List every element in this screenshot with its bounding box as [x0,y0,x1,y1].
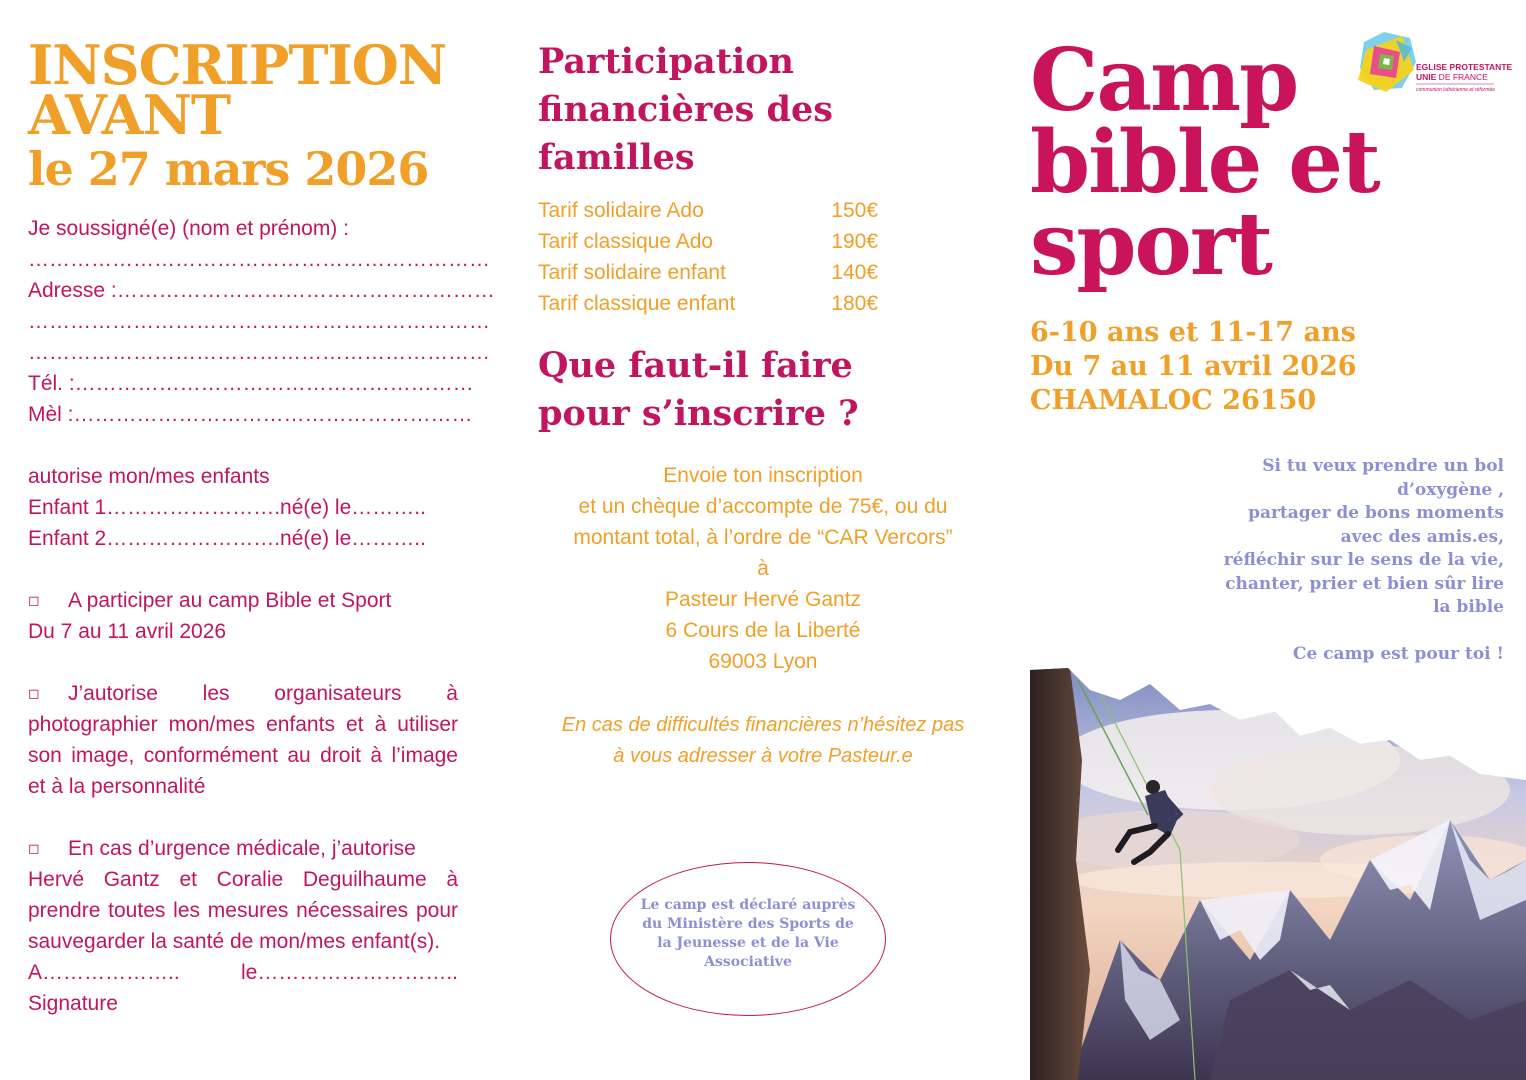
registration-column [28,0,495,1080]
price-value: 140€ [831,261,878,284]
camp-dates: Du 7 au 11 avril 2026 [1030,351,1357,382]
invite-line: Si tu veux prendre un bol [1262,456,1504,476]
price-label: Tarif classique enfant [538,292,736,315]
invite-closing: Ce camp est pour toi ! [1292,644,1504,664]
instruction-line: montant total, à l’ordre de “CAR Vercors” [573,526,953,549]
finance-column [538,0,988,1080]
child2-field[interactable]: Enfant 2…………………….né(e) le……….. [28,527,426,550]
participate-dates: Du 7 au 11 avril 2026 [28,620,227,643]
instruction-line: 6 Cours de la Liberté [665,619,861,642]
camp-title [1030,30,1379,295]
logo-line-3: communion luthérienne et réformée [1416,87,1495,93]
declaration-text: Le camp est déclaré auprès du Ministère des Sports de la Jeunesse et de la Vie Associative [640,897,856,970]
instruction-line: Pasteur Hervé Gantz [664,588,862,611]
instruction-line: Envoie ton inscription [663,464,863,487]
title-line: pour s’inscrire ? [538,393,859,434]
name-field-label: Je soussigné(e) (nom et prénom) : [28,217,349,240]
invite-line: la bible [1433,597,1504,617]
title-line: AVANT [28,83,231,147]
invite-line: chanter, prier et bien sûr lire [1225,573,1504,594]
price-value: 180€ [831,292,878,315]
price-label: Tarif solidaire Ado [538,199,704,222]
medical-consent-label: En cas d’urgence médicale, j’autorise [68,837,416,860]
howto-title [538,342,859,438]
title-line: sport [1030,194,1271,295]
title-line: financières des [538,89,833,130]
price-row [538,226,878,257]
name-field-line[interactable]: ………………………………………………………… [28,248,490,271]
invite-line: avec des amis.es, [1340,526,1504,547]
title-line: familles [538,137,695,178]
climber-photo [1030,640,1526,1080]
photo-consent-label: J’autorise les organisateurs à photographier mon/mes enfants et à utiliser son image, conformément au droit à l’image et à la personnalité [28,682,458,798]
tel-field[interactable]: Tél. :………………………………………………… [28,372,474,395]
participate-label: A participer au camp Bible et Sport [68,589,392,612]
invite-line: partager de bons moments [1248,503,1504,523]
camp-column [1030,0,1526,1080]
declaration-badge [610,862,886,1016]
deadline-date: le 27 mars 2026 [28,142,429,196]
address-field-line[interactable]: ………………………………………………………… [28,310,490,333]
signature-label: Signature [28,992,118,1015]
photo-consent-option[interactable] [28,678,458,802]
checkbox-icon[interactable]: ◻ [28,685,40,701]
price-value: 150€ [831,199,878,222]
registration-form [28,213,495,1019]
instruction-line: à [757,557,769,580]
instruction-line: et un chèque d’accompte de 75€, ou du [578,495,948,518]
participate-option[interactable] [28,585,458,616]
price-row [538,257,878,288]
child1-field[interactable]: Enfant 1…………………….né(e) le……….. [28,496,426,519]
camp-info [1030,316,1357,418]
title-line: Participation [538,41,794,82]
invitation-text [1184,455,1504,667]
checkbox-icon[interactable]: ◻ [28,592,40,608]
place-date-row [28,957,458,988]
address-field[interactable]: Adresse :……………………………………………… [28,279,495,302]
title-line: INSCRIPTION [28,33,447,97]
invite-line: d’oxygène , [1397,479,1504,500]
title-line: Camp [1030,30,1298,131]
send-instructions [538,460,988,677]
camp-location: CHAMALOC 26150 [1030,385,1317,416]
price-label: Tarif solidaire enfant [538,261,726,284]
church-logo [1356,32,1513,110]
place-field[interactable]: A……………….. [28,961,180,984]
note-line: à vous adresser à votre Pasteur.e [613,745,913,767]
title-line: Que faut-il faire [538,345,853,386]
registration-deadline-title [28,33,447,196]
address-field-line[interactable]: ………………………………………………………… [28,341,490,364]
financial-difficulty-note [538,710,988,772]
price-label: Tarif classique Ado [538,230,714,253]
mel-field[interactable]: Mèl :………………………………………………… [28,403,473,426]
logo-line-1: EGLISE PROTESTANTE [1416,62,1513,72]
date-field[interactable]: le……………………….. [240,961,458,984]
invite-line: réfléchir sur le sens de la vie, [1223,550,1504,570]
finance-title [538,38,833,182]
note-line: En cas de difficultés financières n’hésitez pas [561,714,965,736]
checkbox-icon[interactable]: ◻ [28,840,40,856]
camp-ages: 6-10 ans et 11-17 ans [1030,317,1356,348]
price-row [538,195,878,226]
price-row [538,288,878,319]
logo-line-2: UNIE DE FRANCE [1416,72,1488,82]
price-list [538,195,878,319]
authorize-text: autorise mon/mes enfants [28,465,270,488]
medical-consent-option[interactable] [28,833,458,864]
price-value: 190€ [831,230,878,253]
medical-consent-text: Hervé Gantz et Coralie Deguilhaume à prendre toutes les mesures nécessaires pour sauvegarder la santé de mon/mes enfant(s). [28,868,458,953]
instruction-line: 69003 Lyon [708,650,818,673]
title-line: bible et [1030,112,1379,213]
